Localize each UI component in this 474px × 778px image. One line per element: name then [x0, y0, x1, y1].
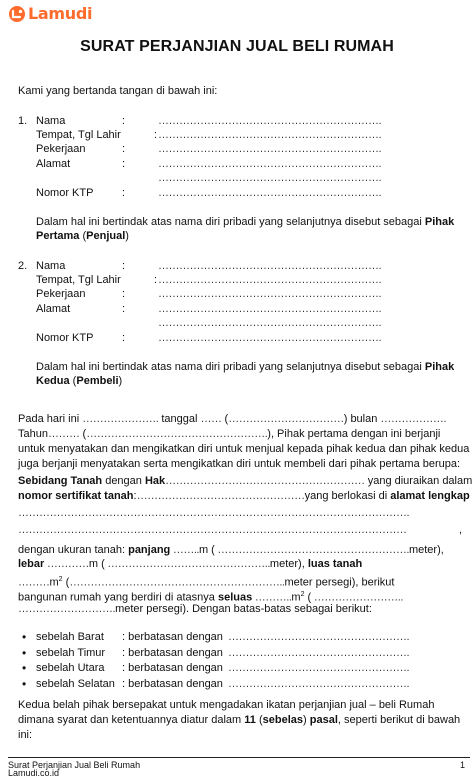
party1-field-name: Nama	[36, 115, 66, 127]
colon: :	[122, 260, 126, 272]
colon: :	[122, 158, 126, 170]
body-line-length: dengan ukuran tanah: panjang ……..m ( ……………………………………………….meter),	[18, 544, 444, 556]
party1-field-address: Alamat	[36, 158, 71, 170]
intro-text: Kami yang bertanda tangan di bawah ini:	[18, 85, 218, 97]
party2-field-address: Alamat	[36, 303, 71, 315]
footer-divider	[8, 757, 470, 758]
colon: :	[122, 187, 126, 199]
brand-name: Lamudi	[28, 4, 93, 23]
blank-line: ……………………………………………………….	[158, 187, 382, 199]
party2-statement: Dalam hal ini bertindak atas nama diri pribadi yang selanjutnya disebut sebagai Pihak	[36, 361, 455, 373]
blank-line: ……………………………………………………….	[158, 288, 382, 300]
party1-role: Pertama (Penjual)	[36, 230, 129, 242]
border-label-north: sebelah Utara	[36, 662, 105, 674]
blank-line: ……………………………………………………….	[158, 172, 382, 184]
party1-field-job: Pekerjaan	[36, 143, 86, 155]
colon: :	[122, 143, 126, 155]
blank-line: …………………………………………….	[228, 678, 410, 690]
blank-line: …………………………………………….	[228, 631, 410, 643]
document-title: SURAT PERJANJIAN JUAL BELI RUMAH	[80, 38, 394, 55]
closing-line-2: dimana syarat dan ketentuannya diatur dalam 11 (sebelas) pasal, seperti berikut di bawah	[18, 714, 461, 726]
blank-line: ………………………………………………………………………………………………….	[18, 507, 410, 519]
blank-line: ……………………………………………………….	[158, 158, 382, 170]
blank-line: ……………………………………………………….	[158, 115, 382, 127]
closing-line-1: Kedua belah pihak bersepakat untuk mengadakan ikatan perjanjian jual – beli Rumah	[18, 699, 435, 711]
bullet-icon: •	[22, 630, 27, 644]
border-value-south: : berbatasan dengan	[122, 678, 223, 690]
border-label-south: sebelah Selatan	[36, 678, 115, 690]
body-line-area: $\dots\dots\dots m^2$ (……………………………………………………..meter persegi), berikut	[18, 576, 395, 589]
blank-line: ……………………………………………………….	[158, 143, 382, 155]
party2-number: 2.	[18, 260, 28, 272]
party1-statement: Dalam hal ini bertindak atas nama diri pribadi yang selanjutnya disebut sebagai Pihak	[36, 216, 455, 228]
border-value-north: : berbatasan dengan	[122, 662, 223, 674]
blank-line: ……………………………………………………….	[158, 317, 382, 329]
blank-line: …………………………………………………………………………………………………	[18, 524, 407, 536]
footer-doc-title: Surat Perjanjian Jual Beli Rumah	[8, 760, 141, 770]
body-line-land: Sebidang Tanah dengan Hak………………………………………………… yang diuraikan dalam	[18, 475, 473, 487]
colon: :	[122, 115, 126, 127]
comma: ,	[459, 524, 463, 536]
blank-line: …………………………………………….	[228, 647, 410, 659]
blank-line: ……………………………………………………….	[158, 303, 382, 315]
blank-line: …………………………………………….	[228, 662, 410, 674]
body-line-date: Pada hari ini …………………. tanggal …… (……………………………) bulan ……………….	[18, 413, 446, 425]
party2-role: Kedua (Pembeli)	[36, 375, 123, 387]
bullet-icon: •	[22, 677, 27, 691]
bullet-icon: •	[22, 661, 27, 675]
body-line-3: untuk menyatakan dan mengikatkan diri untuk menjual kepada pihak kedua dan pihak kedua	[18, 443, 470, 455]
body-line-borders-intro: ……………………….meter persegi). Dengan batas-batas sebagai berikut:	[18, 603, 372, 615]
colon: :	[122, 288, 126, 300]
brand-logo	[8, 4, 92, 23]
party1-field-birth: Tempat, Tgl Lahir	[36, 129, 121, 141]
party2-field-birth: Tempat, Tgl Lahir	[36, 274, 121, 286]
colon: :	[154, 129, 158, 141]
bullet-icon: •	[22, 646, 27, 660]
blank-line: ……………………………………………………….	[158, 129, 382, 141]
party2-field-name: Nama	[36, 260, 66, 272]
party1-number: 1.	[18, 115, 28, 127]
colon: :	[122, 332, 126, 344]
lamudi-logo-icon	[8, 5, 26, 23]
party1-field-ktp: Nomor KTP	[36, 187, 94, 199]
page-number: 1	[460, 760, 466, 770]
body-line-width: lebar …………m ( ………………………………………..meter), luas tanah	[18, 558, 363, 570]
body-line-certificate: nomor sertifikat tanah:…………………………………………yang berlokasi di alamat lengkap	[18, 490, 470, 502]
border-label-west: sebelah Barat	[36, 631, 104, 643]
blank-line: ……………………………………………………….	[158, 332, 382, 344]
body-line-building: bangunan rumah yang berdiri di atasnya seluas $\dots\dots\dots..m^2$ ( ……………………..	[18, 591, 403, 604]
footer-site: Lamudi.co.id	[8, 768, 60, 778]
border-value-east: : berbatasan dengan	[122, 647, 223, 659]
body-line-4: juga berjanji menyatakan serta mengikatkan diri untuk membeli dari pihak pertama berupa:	[18, 458, 461, 470]
border-label-east: sebelah Timur	[36, 647, 106, 659]
party2-field-job: Pekerjaan	[36, 288, 86, 300]
colon: :	[154, 274, 158, 286]
closing-line-3: ini:	[18, 729, 33, 741]
blank-line: ……………………………………………………….	[158, 274, 382, 286]
party2-field-ktp: Nomor KTP	[36, 332, 94, 344]
colon: :	[122, 303, 126, 315]
border-value-west: : berbatasan dengan	[122, 631, 223, 643]
body-line-year: Tahun……… (…………………………………………….), Pihak pertama dengan ini berjanji	[18, 428, 441, 440]
blank-line: ……………………………………………………….	[158, 260, 382, 272]
